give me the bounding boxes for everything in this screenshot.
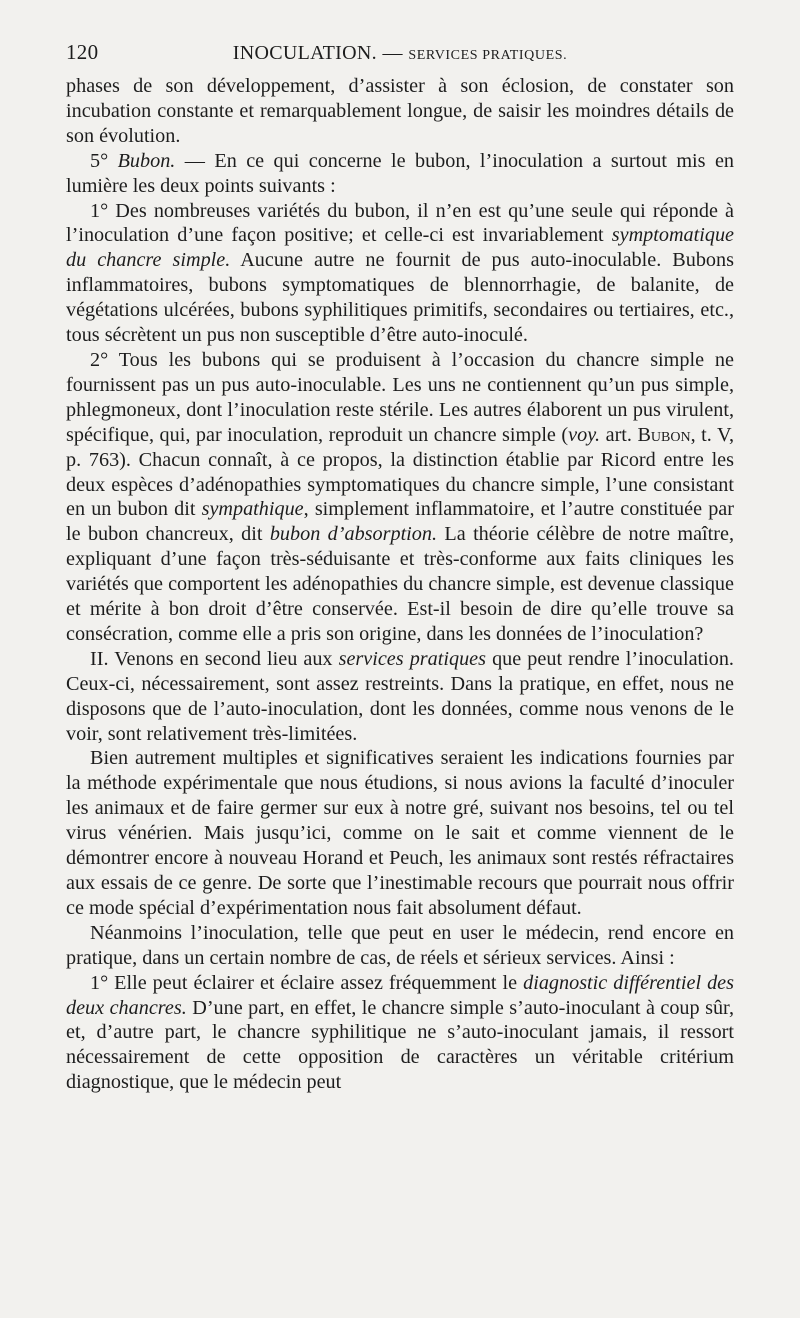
paragraph	[66, 746, 734, 920]
body-text	[66, 74, 734, 1095]
paragraph	[66, 149, 734, 199]
running-head	[66, 40, 734, 74]
text-run: II. Venons en second lieu aux	[90, 647, 339, 670]
section-subtitle: SERVICES PRATIQUES.	[408, 48, 568, 63]
paragraph	[66, 647, 734, 747]
text-run: 1° Elle peut éclairer et éclaire assez fréquemment le	[90, 971, 524, 994]
italic-text: diagnostic différentiel des deux chancres.	[66, 971, 734, 1019]
paragraph	[66, 348, 734, 647]
text-run: — En ce qui concerne le bubon, l’inoculation a surtout mis en lumière les deux points suivants :	[66, 149, 734, 197]
title-dash: —	[382, 42, 403, 64]
text-run: phases de son développement, d’assister à son éclosion, de constater son incubation constante et remarquablement longue, de saisir les moindres détails de son évolution.	[66, 75, 734, 147]
chapter-title: INOCULATION.	[232, 42, 377, 64]
text-run: , t. V, p. 763). Chacun connaît, à ce propos, la distinction établie par Ricord entre les deux espèces d’adénopathies symptomatiques du chancre simple, l’une consistant en un bubon dit	[66, 423, 735, 521]
text-run: La théorie célèbre de notre maître, expliquant d’une façon très-séduisante et très-conforme aux faits cliniques les variétés que comportent les adénopathies du chancre simple, est devenue classique et mérite à bon droit d’être conservée. Est-il besoin de dire qu’elle trouve sa consécration, comme elle a pris son origine, dans les données de l’inoculation?	[66, 523, 735, 645]
page-number: 120	[66, 40, 99, 64]
italic-text: Bubon.	[117, 149, 176, 172]
italic-text: bubon d’absorption.	[269, 523, 438, 546]
italic-text: sympathique	[201, 498, 304, 521]
text-run: Aucune autre ne fournit de pus auto-inoculable. Bubons inflammatoires, bubons symptomatiques de blennorrhagie, de balanite, de végétations ulcérées, bubons syphilitiques primitifs, secondaires ou tertiaires, etc., tous sécrètent un pus non susceptible d’être auto-inoculé.	[66, 249, 734, 347]
text-run: 1° Des nombreuses variétés du bubon, il n’en est qu’une seule qui réponde à l’inoculation d’une façon positive; et celle-ci est invariablement	[66, 199, 734, 247]
text-run: Bien autrement multiples et significatives seraient les indications fournies par la méthode expérimentale que nous étudions, si nous avions la faculté d’inoculer les animaux et de faire germer sur eux à notre gré, suivant nos besoins, tel ou tel virus vénérien. Mais jusqu’ici, comme on le sait et comme viennent de le démontrer encore à nouveau Horand et Peuch, les animaux sont restés réfractaires aux essais de ce genre. De sorte que l’inestimable recours que pourrait nous offrir ce mode spécial d’expérimentation nous fait absolument défaut.	[66, 747, 734, 919]
text-run: 2° Tous les bubons qui se produisent à l’occasion du chancre simple ne fournissent pas un pus auto-inoculable. Les uns ne contiennent qu’un pus simple, phlegmoneux, dont l’inoculation reste stérile. Les autres élaborent un pus virulent, spécifique, qui, par inoculation, reproduit un chancre simple (	[66, 348, 734, 446]
paragraph	[66, 199, 734, 348]
paragraph	[66, 971, 734, 1096]
italic-text: voy.	[568, 423, 601, 446]
italic-text: symptomatique du chancre simple.	[66, 224, 734, 272]
text-run: art.	[600, 423, 638, 446]
small-caps-text: Bubon	[637, 423, 691, 446]
paragraph	[66, 921, 734, 971]
text-run: , simplement inflammatoire, et l’autre constituée par le bubon chancreux, dit	[66, 498, 734, 546]
italic-text: services pratiques	[338, 647, 486, 670]
text-run: D’une part, en effet, le chancre simple s’auto-inoculant à coup sûr, et, d’autre part, le chancre syphilitique ne s’auto-inoculant jamais, il ressort nécessairement de cette opposition de caractères un véritable critérium diagnostique, que le médecin peut	[66, 996, 734, 1094]
paragraph	[66, 74, 734, 149]
text-run: Néanmoins l’inoculation, telle que peut en user le médecin, rend encore en pratique, dans un certain nombre de cas, de réels et sérieux services. Ainsi :	[66, 921, 734, 969]
running-title	[66, 40, 734, 65]
text-run: 5°	[90, 149, 118, 172]
text-run: que peut rendre l’inoculation. Ceux-ci, nécessairement, sont assez restreints. Dans la pratique, en effet, nous ne disposons que de l’auto-inoculation, dont les données, comme nous venons de le voir, sont relativement très-limitées.	[66, 647, 734, 745]
